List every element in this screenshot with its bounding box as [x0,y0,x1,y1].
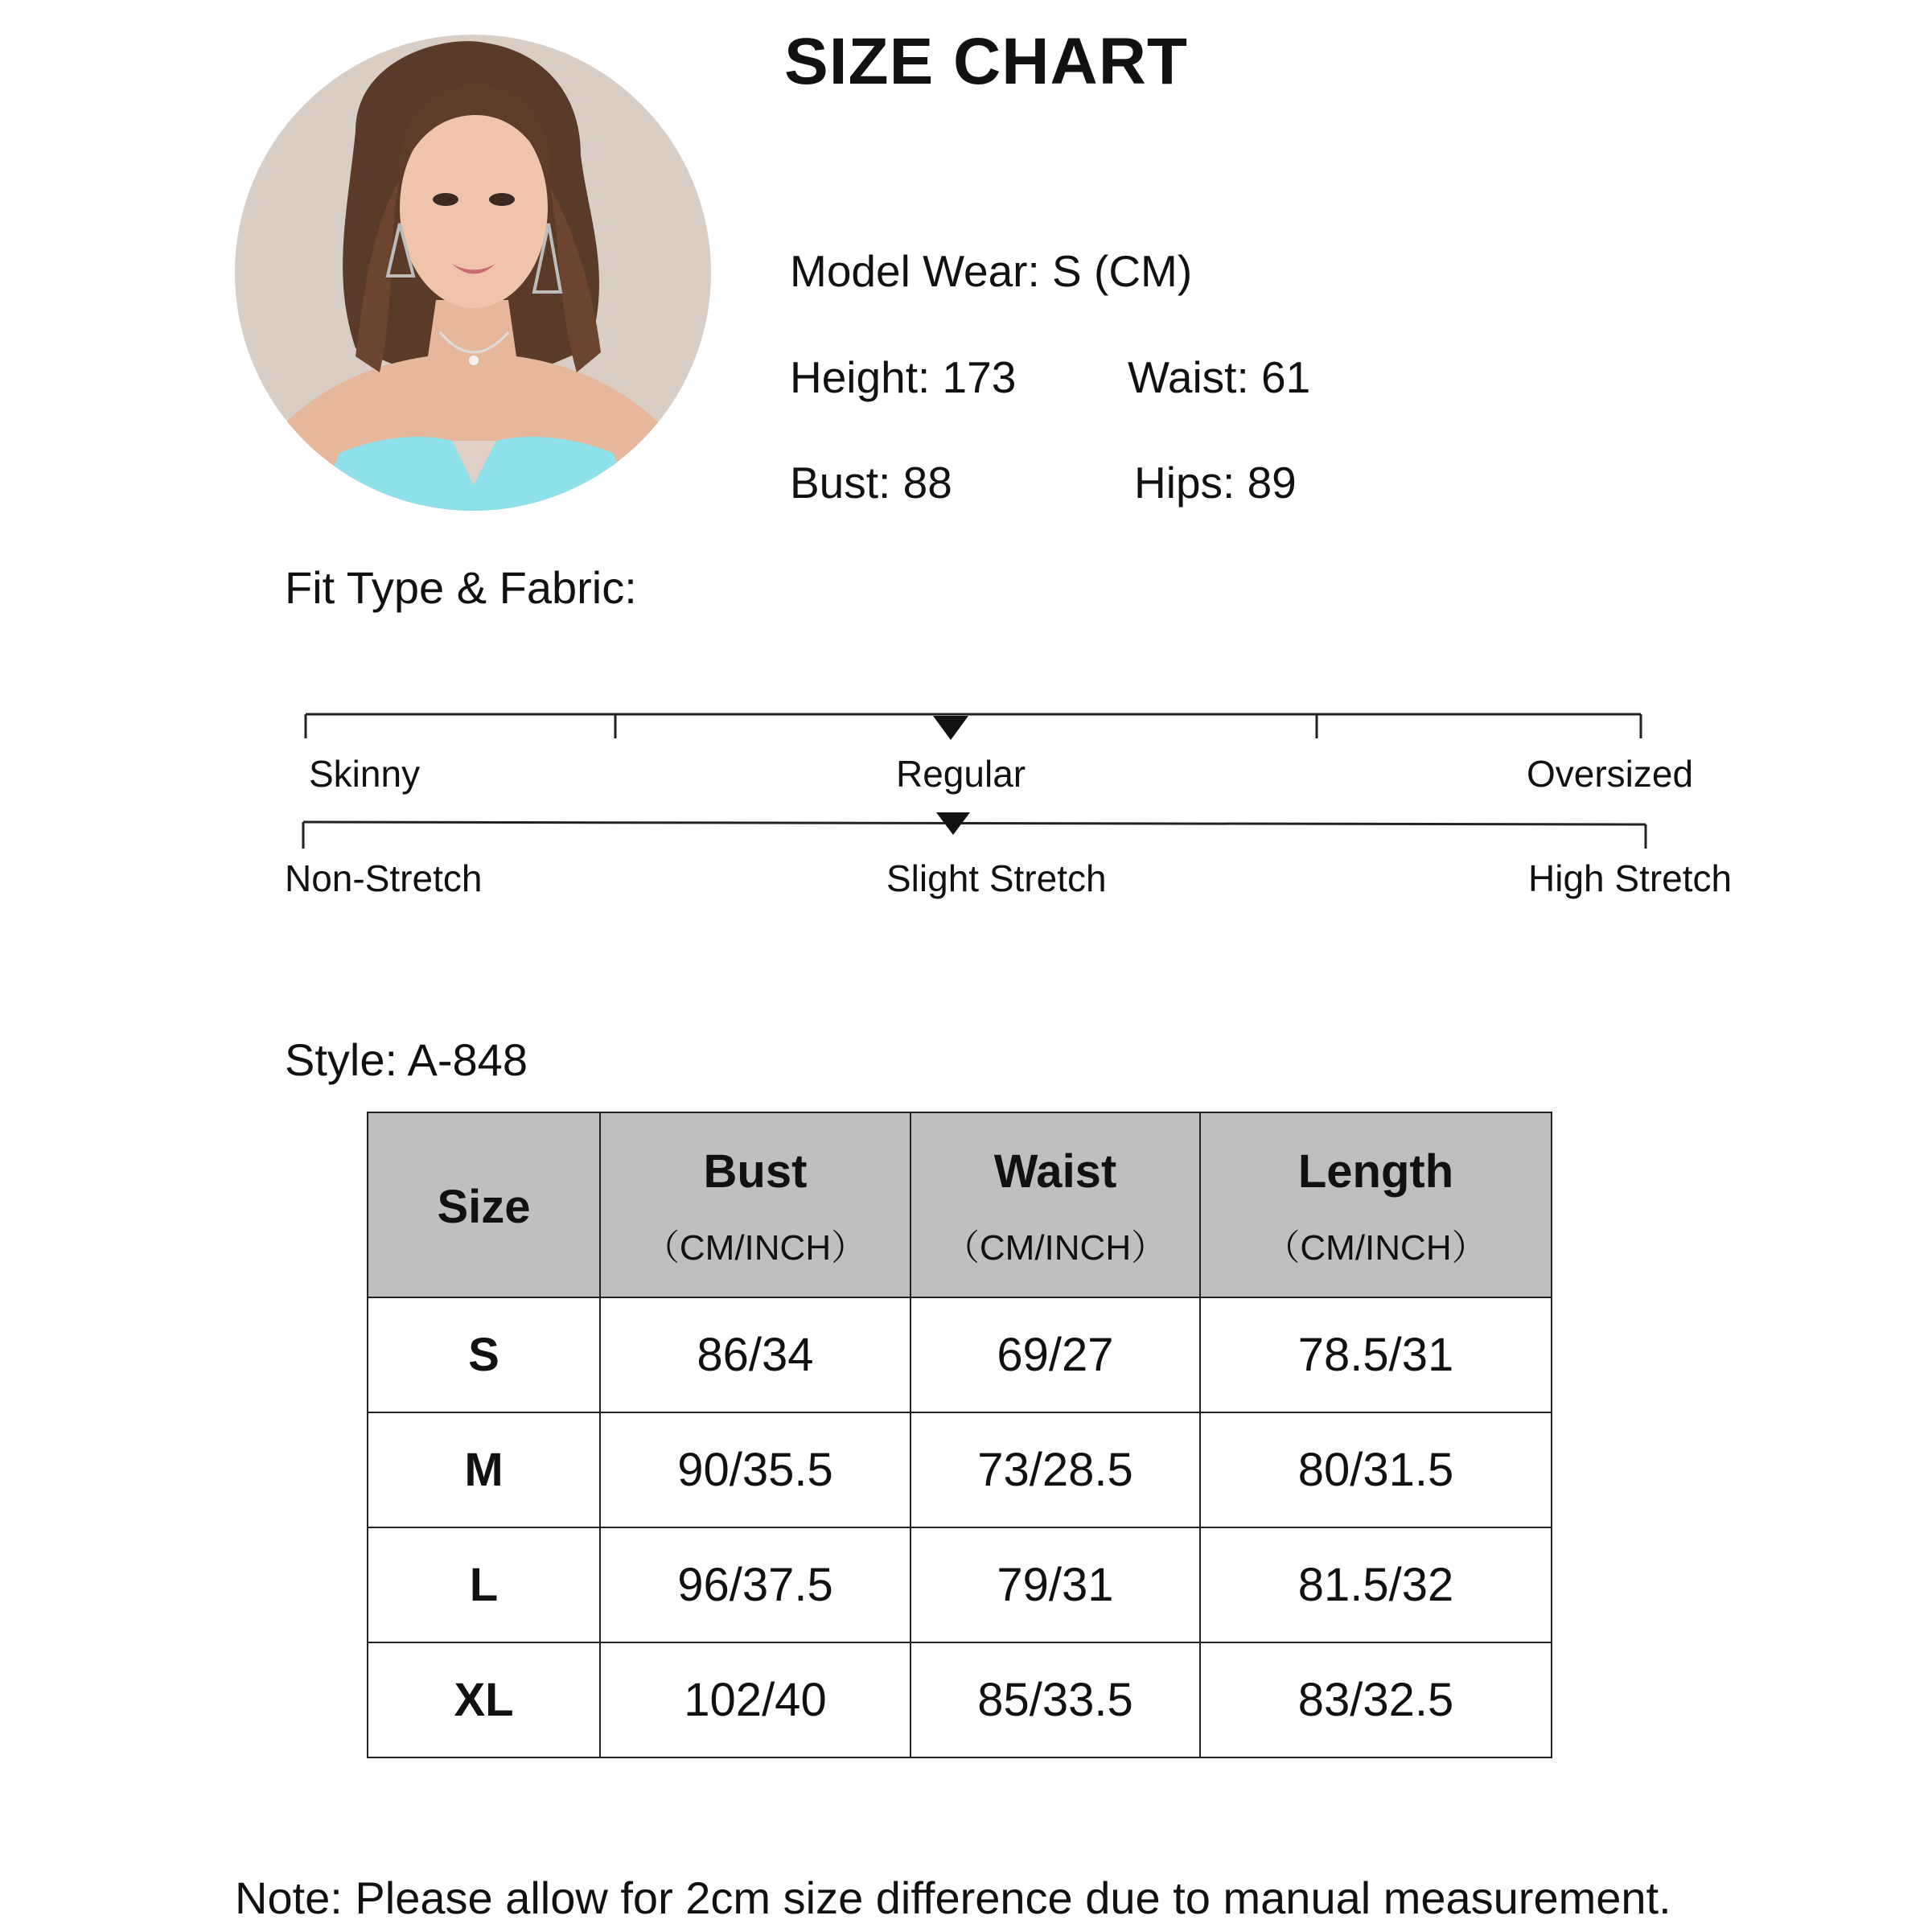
model-wear-text: Model Wear: S (CM) [790,246,1193,296]
fit-section-title: Fit Type & Fabric: [285,562,637,613]
header-length-name: Length [1297,1145,1454,1198]
cell-bust: 102/40 [600,1642,911,1757]
cell-bust: 86/34 [600,1297,911,1412]
cell-size: S [368,1297,600,1412]
cell-waist: 69/27 [911,1297,1200,1412]
model-photo [235,35,711,511]
fit-label-oversized: Oversized [1527,753,1694,795]
model-height-text: Height: 173 [790,352,1017,402]
table-row [368,1642,1552,1757]
model-hips-text: Hips: 89 [1134,458,1297,508]
header-waist-name: Waist [993,1145,1117,1198]
stretch-label-non: Non-Stretch [285,857,483,899]
measurement-note: Note: Please allow for 2cm size difference due to manual measurement. [235,1872,1671,1923]
cell-bust: 96/37.5 [600,1527,911,1642]
header-waist [911,1112,1200,1297]
model-waist-text: Waist: 61 [1128,352,1311,402]
stretch-scale-line [303,822,1646,849]
stretch-label-high: High Stretch [1528,857,1733,899]
fit-label-skinny: Skinny [309,753,421,795]
cell-waist: 79/31 [911,1527,1200,1642]
cell-waist: 73/28.5 [911,1412,1200,1527]
cell-size: XL [368,1642,600,1757]
header-size-name: Size [437,1181,531,1233]
cell-length: 81.5/32 [1200,1527,1552,1642]
cell-length: 78.5/31 [1200,1297,1552,1412]
table-row [368,1412,1552,1527]
style-code: Style: A-848 [285,1034,528,1085]
cell-length: 83/32.5 [1200,1642,1552,1757]
header-waist-unit: （CM/INCH） [943,1228,1167,1268]
cell-size: M [368,1412,600,1527]
model-bust-text: Bust: 88 [790,458,952,508]
size-table [367,1112,1552,1758]
fit-label-regular: Regular [896,753,1026,795]
fit-scale-line [306,714,1641,738]
header-size [368,1112,600,1297]
table-row [368,1527,1552,1642]
stretch-label-slight: Slight Stretch [886,857,1107,899]
header-bust-name: Bust [703,1145,808,1198]
cell-length: 80/31.5 [1200,1412,1552,1527]
header-bust [600,1112,911,1297]
header-length-unit: （CM/INCH） [1264,1228,1487,1268]
fit-scale-marker [933,716,968,740]
header-length [1200,1112,1552,1297]
header-bust-unit: （CM/INCH） [643,1228,867,1268]
cell-bust: 90/35.5 [600,1412,911,1527]
cell-waist: 85/33.5 [911,1642,1200,1757]
cell-size: L [368,1527,600,1642]
table-header-row [368,1112,1552,1297]
table-row [368,1297,1552,1412]
page-title: SIZE CHART [784,25,1188,98]
stretch-scale-marker [936,812,970,835]
